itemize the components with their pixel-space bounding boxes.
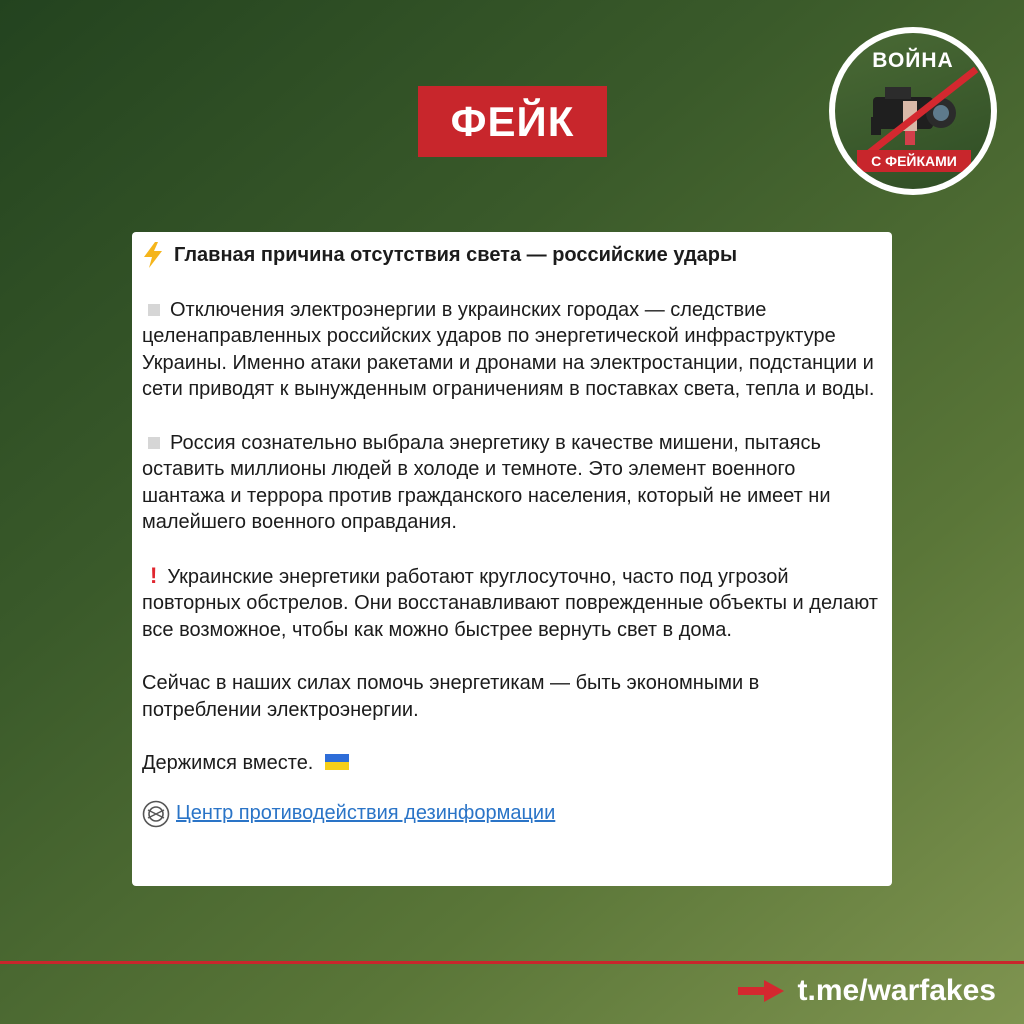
logo-background	[835, 33, 991, 189]
fake-badge-label: ФЕЙК	[450, 97, 575, 145]
lightning-icon	[142, 242, 164, 268]
footer-divider	[0, 961, 1024, 964]
paragraph-1	[142, 297, 878, 403]
closing-line	[142, 750, 878, 777]
source-link[interactable]: Центр противодействия дезинформации	[176, 802, 556, 825]
source-line	[142, 800, 878, 828]
paragraph-4-text: Сейчас в наших силах помочь энергетикам — быть экономными в потреблении электроэнергии.	[142, 672, 760, 721]
paragraph-1-text: Отключения электроэнергии в украинских городах — следствие целенаправленных российских ударов по энергетической инфраструктуре Украины. Именно атаки ракетами и дронами на электростанции, подстанции и сети приводят к вынужденным ограничениям в поставках света, тепла и воды.	[142, 298, 875, 400]
paragraph-3-text: Украинские энергетики работают круглосуточно, часто под угрозой повторных обстрелов. Они восстанавливают поврежденные объекты и делают все возможное, чтобы как можно быстрее вернуть свет в дома.	[142, 565, 878, 641]
paragraph-2-text: Россия сознательно выбрала энергетику в качестве мишени, пытаясь оставить миллионы людей в холоде и темноте. Это элемент военного шантажа и террора против гражданского населения, который не имеет ни малейшего военного оправдания.	[142, 431, 831, 533]
closing-text: Держимся вместе.	[142, 752, 314, 774]
war-on-fakes-logo	[829, 27, 997, 195]
ukraine-flag-icon	[325, 754, 349, 770]
footer	[738, 966, 996, 1016]
fake-badge	[418, 86, 607, 157]
footer-link[interactable]: t.me/warfakes	[797, 974, 996, 1007]
paragraph-3	[142, 563, 878, 644]
bullet-square-icon	[148, 304, 160, 316]
paragraph-2	[142, 430, 878, 536]
post-heading	[142, 242, 878, 269]
exclamation-icon: !	[150, 562, 158, 588]
logo-bottom-text: С ФЕЙКАМИ	[857, 150, 971, 172]
arrow-right-icon	[738, 980, 784, 1002]
bullet-square-icon	[148, 437, 160, 449]
post-heading-text: Главная причина отсутствия света — российские удары	[174, 244, 738, 266]
paragraph-4	[142, 670, 878, 723]
disinformation-center-icon	[142, 800, 170, 828]
logo-top-text: ВОЙНА	[872, 49, 954, 72]
post-card	[132, 232, 892, 886]
